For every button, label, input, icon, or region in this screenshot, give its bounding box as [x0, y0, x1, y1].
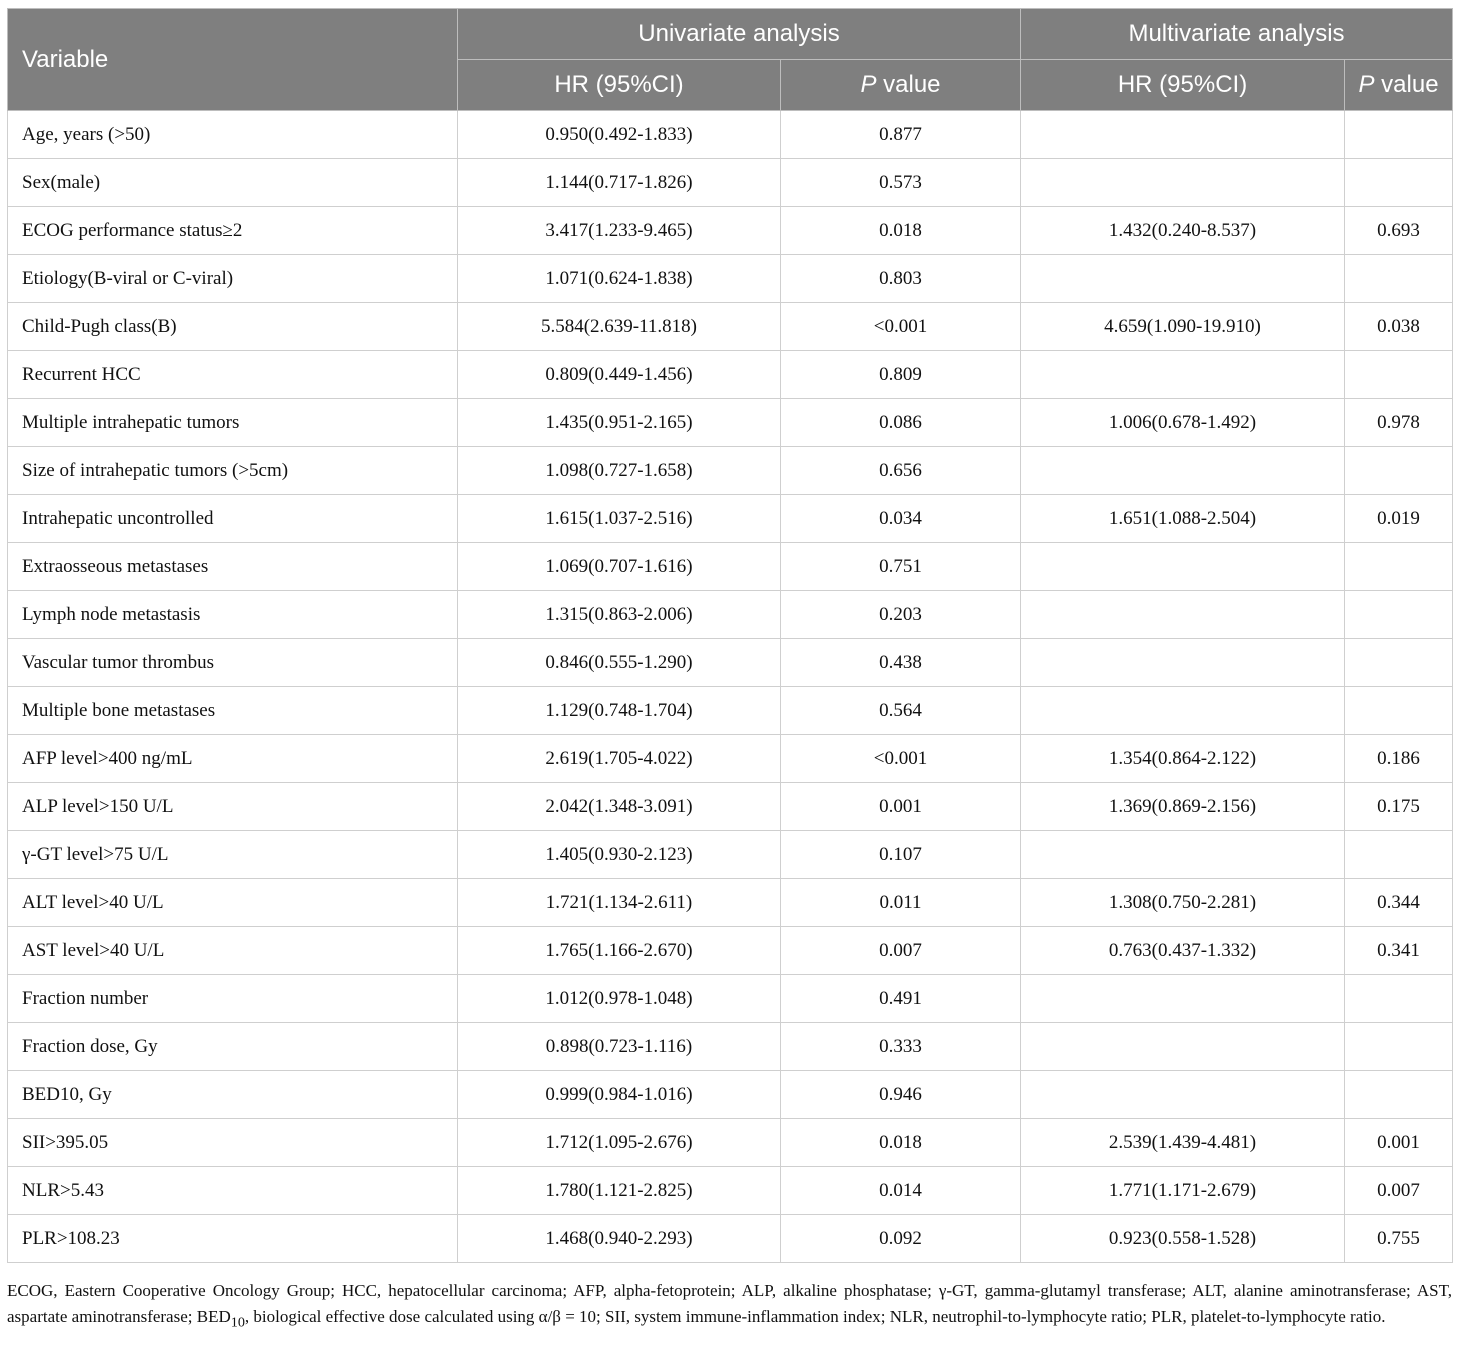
cell-variable: NLR>5.43 [8, 1167, 458, 1215]
cell-multivariate-hr: 1.369(0.869-2.156) [1021, 783, 1345, 831]
table-row [8, 639, 1453, 687]
cell-multivariate-hr: 0.763(0.437-1.332) [1021, 927, 1345, 975]
cell-multivariate-hr: 1.354(0.864-2.122) [1021, 735, 1345, 783]
cell-univariate-p: 0.203 [781, 591, 1021, 639]
cell-univariate-p: 0.014 [781, 1167, 1021, 1215]
cell-multivariate-p [1345, 1071, 1453, 1119]
cell-multivariate-p [1345, 447, 1453, 495]
cell-multivariate-p: 0.186 [1345, 735, 1453, 783]
cell-univariate-hr: 0.999(0.984-1.016) [458, 1071, 781, 1119]
cell-variable: Lymph node metastasis [8, 591, 458, 639]
p-symbol: P [1358, 71, 1375, 98]
cell-univariate-p: <0.001 [781, 303, 1021, 351]
cell-variable: Fraction number [8, 975, 458, 1023]
cell-multivariate-p [1345, 975, 1453, 1023]
cell-univariate-hr: 0.809(0.449-1.456) [458, 351, 781, 399]
table-row [8, 1023, 1453, 1071]
header-univariate-p [781, 60, 1021, 111]
cell-univariate-p: 0.086 [781, 399, 1021, 447]
cell-univariate-hr: 1.712(1.095-2.676) [458, 1119, 781, 1167]
table-row [8, 1167, 1453, 1215]
cell-variable: ALT level>40 U/L [8, 879, 458, 927]
p-symbol: P [860, 71, 877, 98]
cell-multivariate-hr: 4.659(1.090-19.910) [1021, 303, 1345, 351]
table-row [8, 591, 1453, 639]
cell-multivariate-hr [1021, 543, 1345, 591]
table-row [8, 495, 1453, 543]
regression-table [7, 8, 1453, 1263]
cell-univariate-hr: 1.780(1.121-2.825) [458, 1167, 781, 1215]
table-row [8, 687, 1453, 735]
cell-multivariate-hr [1021, 831, 1345, 879]
cell-multivariate-p [1345, 831, 1453, 879]
table-row [8, 255, 1453, 303]
cell-variable: PLR>108.23 [8, 1215, 458, 1263]
header-multivariate-p [1345, 60, 1453, 111]
table-row [8, 927, 1453, 975]
cell-variable: γ-GT level>75 U/L [8, 831, 458, 879]
table-row [8, 351, 1453, 399]
cell-multivariate-p [1345, 255, 1453, 303]
cell-multivariate-hr [1021, 975, 1345, 1023]
cell-multivariate-p: 0.978 [1345, 399, 1453, 447]
cell-univariate-hr: 2.042(1.348-3.091) [458, 783, 781, 831]
cell-multivariate-hr [1021, 591, 1345, 639]
cell-multivariate-hr: 1.651(1.088-2.504) [1021, 495, 1345, 543]
cell-univariate-p: 0.809 [781, 351, 1021, 399]
cell-univariate-hr: 1.435(0.951-2.165) [458, 399, 781, 447]
cell-multivariate-hr: 1.006(0.678-1.492) [1021, 399, 1345, 447]
cell-univariate-hr: 0.898(0.723-1.116) [458, 1023, 781, 1071]
cell-variable: AFP level>400 ng/mL [8, 735, 458, 783]
header-univariate-hr: HR (95%CI) [458, 60, 781, 111]
cell-multivariate-p: 0.019 [1345, 495, 1453, 543]
table-row [8, 1215, 1453, 1263]
cell-variable: Child-Pugh class(B) [8, 303, 458, 351]
cell-multivariate-hr [1021, 1071, 1345, 1119]
table-row [8, 783, 1453, 831]
cell-multivariate-hr [1021, 159, 1345, 207]
cell-multivariate-hr [1021, 1023, 1345, 1071]
cell-multivariate-p [1345, 351, 1453, 399]
cell-multivariate-p [1345, 1023, 1453, 1071]
cell-multivariate-p [1345, 159, 1453, 207]
cell-univariate-hr: 1.129(0.748-1.704) [458, 687, 781, 735]
cell-variable: BED10, Gy [8, 1071, 458, 1119]
cell-multivariate-p [1345, 543, 1453, 591]
table-row [8, 207, 1453, 255]
cell-multivariate-p [1345, 111, 1453, 159]
cell-univariate-p: 0.751 [781, 543, 1021, 591]
table-row [8, 447, 1453, 495]
cell-univariate-p: 0.333 [781, 1023, 1021, 1071]
table-row [8, 159, 1453, 207]
cell-multivariate-p [1345, 591, 1453, 639]
cell-multivariate-p: 0.693 [1345, 207, 1453, 255]
cell-variable: Recurrent HCC [8, 351, 458, 399]
header-row-1 [8, 9, 1453, 60]
cell-univariate-p: 0.564 [781, 687, 1021, 735]
cell-univariate-p: <0.001 [781, 735, 1021, 783]
table-row [8, 303, 1453, 351]
table-row [8, 831, 1453, 879]
cell-univariate-p: 0.011 [781, 879, 1021, 927]
cell-multivariate-p: 0.755 [1345, 1215, 1453, 1263]
cell-multivariate-hr [1021, 255, 1345, 303]
cell-univariate-p: 0.946 [781, 1071, 1021, 1119]
cell-univariate-p: 0.491 [781, 975, 1021, 1023]
cell-multivariate-p [1345, 639, 1453, 687]
cell-variable: Sex(male) [8, 159, 458, 207]
cell-univariate-hr: 0.846(0.555-1.290) [458, 639, 781, 687]
p-value-word: value [1374, 71, 1439, 98]
cell-variable: Multiple intrahepatic tumors [8, 399, 458, 447]
cell-multivariate-hr: 2.539(1.439-4.481) [1021, 1119, 1345, 1167]
table-footnote [7, 1278, 1452, 1335]
cell-variable: Size of intrahepatic tumors (>5cm) [8, 447, 458, 495]
cell-univariate-p: 0.877 [781, 111, 1021, 159]
cell-multivariate-hr [1021, 351, 1345, 399]
table-row [8, 111, 1453, 159]
table-header [8, 9, 1453, 111]
cell-univariate-hr: 1.615(1.037-2.516) [458, 495, 781, 543]
footnote-part-1: ECOG, Eastern Cooperative Oncology Group; HCC, hepatocellular carcinoma; AFP, alpha-fetoprotein; ALP, alkaline phosphatase; γ-GT, gamma-glutamyl transferase; ALT, alanine aminotransferase; AST, aspartate aminotransferase; BED [7, 1281, 1452, 1326]
cell-univariate-p: 0.438 [781, 639, 1021, 687]
cell-multivariate-p [1345, 687, 1453, 735]
cell-univariate-hr: 1.315(0.863-2.006) [458, 591, 781, 639]
cell-univariate-p: 0.018 [781, 207, 1021, 255]
cell-univariate-hr: 5.584(2.639-11.818) [458, 303, 781, 351]
cell-univariate-p: 0.034 [781, 495, 1021, 543]
results-table-container [7, 8, 1452, 1263]
cell-univariate-p: 0.656 [781, 447, 1021, 495]
cell-variable: Extraosseous metastases [8, 543, 458, 591]
cell-univariate-p: 0.018 [781, 1119, 1021, 1167]
header-multivariate-hr: HR (95%CI) [1021, 60, 1345, 111]
cell-multivariate-p: 0.341 [1345, 927, 1453, 975]
header-variable: Variable [8, 9, 458, 111]
cell-variable: Age, years (>50) [8, 111, 458, 159]
cell-univariate-hr: 1.012(0.978-1.048) [458, 975, 781, 1023]
footnote-part-2: , biological effective dose calculated using α/β = 10; SII, system immune-inflammation index; NLR, neutrophil-to-lymphocyte ratio; PLR, platelet-to-lymphocyte ratio. [244, 1307, 1386, 1326]
cell-univariate-hr: 1.721(1.134-2.611) [458, 879, 781, 927]
cell-univariate-p: 0.092 [781, 1215, 1021, 1263]
cell-variable: Fraction dose, Gy [8, 1023, 458, 1071]
cell-variable: Intrahepatic uncontrolled [8, 495, 458, 543]
cell-univariate-p: 0.107 [781, 831, 1021, 879]
cell-univariate-hr: 1.098(0.727-1.658) [458, 447, 781, 495]
cell-multivariate-hr: 1.432(0.240-8.537) [1021, 207, 1345, 255]
table-row [8, 735, 1453, 783]
table-row [8, 399, 1453, 447]
table-row [8, 1071, 1453, 1119]
cell-univariate-p: 0.573 [781, 159, 1021, 207]
cell-univariate-hr: 1.069(0.707-1.616) [458, 543, 781, 591]
footnote-subscript: 10 [230, 1314, 245, 1331]
cell-variable: Etiology(B-viral or C-viral) [8, 255, 458, 303]
cell-univariate-p: 0.803 [781, 255, 1021, 303]
cell-univariate-hr: 1.468(0.940-2.293) [458, 1215, 781, 1263]
cell-univariate-hr: 0.950(0.492-1.833) [458, 111, 781, 159]
cell-multivariate-hr [1021, 639, 1345, 687]
cell-univariate-hr: 1.765(1.166-2.670) [458, 927, 781, 975]
header-univariate: Univariate analysis [458, 9, 1021, 60]
cell-univariate-hr: 1.071(0.624-1.838) [458, 255, 781, 303]
cell-multivariate-p: 0.001 [1345, 1119, 1453, 1167]
cell-multivariate-p: 0.344 [1345, 879, 1453, 927]
cell-variable: Vascular tumor thrombus [8, 639, 458, 687]
table-row [8, 975, 1453, 1023]
cell-multivariate-hr [1021, 111, 1345, 159]
cell-univariate-hr: 1.144(0.717-1.826) [458, 159, 781, 207]
header-multivariate: Multivariate analysis [1021, 9, 1453, 60]
cell-variable: ECOG performance status≥2 [8, 207, 458, 255]
cell-variable: ALP level>150 U/L [8, 783, 458, 831]
cell-multivariate-hr [1021, 447, 1345, 495]
cell-multivariate-hr: 1.771(1.171-2.679) [1021, 1167, 1345, 1215]
cell-multivariate-hr [1021, 687, 1345, 735]
table-row [8, 1119, 1453, 1167]
cell-univariate-p: 0.001 [781, 783, 1021, 831]
cell-univariate-p: 0.007 [781, 927, 1021, 975]
cell-multivariate-hr: 0.923(0.558-1.528) [1021, 1215, 1345, 1263]
cell-variable: SII>395.05 [8, 1119, 458, 1167]
p-value-word: value [876, 71, 941, 98]
cell-variable: Multiple bone metastases [8, 687, 458, 735]
cell-multivariate-p: 0.175 [1345, 783, 1453, 831]
cell-multivariate-p: 0.007 [1345, 1167, 1453, 1215]
cell-univariate-hr: 1.405(0.930-2.123) [458, 831, 781, 879]
table-body [8, 111, 1453, 1263]
cell-variable: AST level>40 U/L [8, 927, 458, 975]
cell-multivariate-hr: 1.308(0.750-2.281) [1021, 879, 1345, 927]
cell-univariate-hr: 2.619(1.705-4.022) [458, 735, 781, 783]
cell-univariate-hr: 3.417(1.233-9.465) [458, 207, 781, 255]
table-row [8, 543, 1453, 591]
cell-multivariate-p: 0.038 [1345, 303, 1453, 351]
table-row [8, 879, 1453, 927]
